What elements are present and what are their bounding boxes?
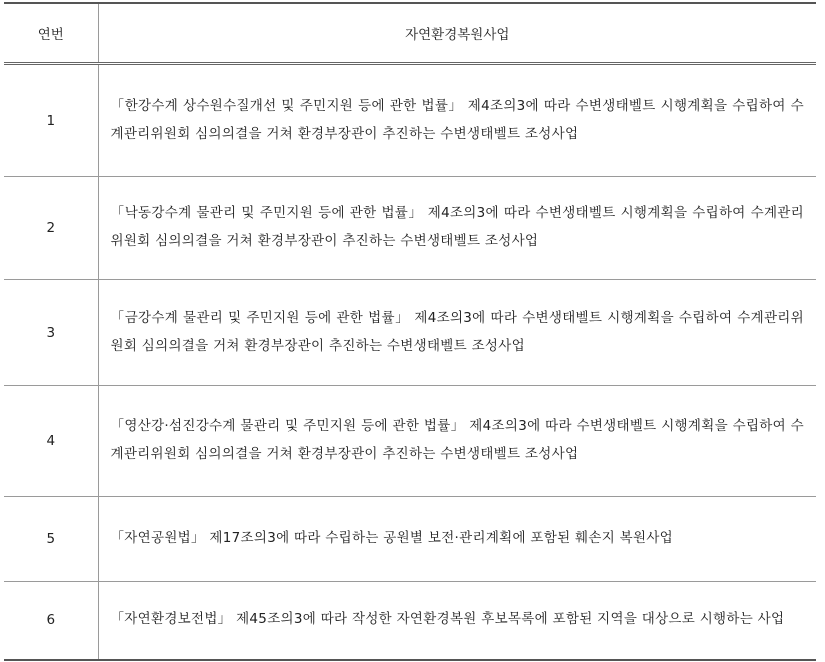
row-number: 4 xyxy=(4,386,98,497)
row-description: 「낙동강수계 물관리 및 주민지원 등에 관한 법률」 제4조의3에 따라 수변생태벨트 시행계획을 수립하여 수계관리위원회 심의의결을 거쳐 환경부장관이 추진하는 수변생태벨트 조성사업 xyxy=(98,177,816,280)
table-row xyxy=(4,582,816,660)
table-row xyxy=(4,64,816,177)
table-row xyxy=(4,177,816,280)
table-header-row xyxy=(4,3,816,64)
row-description: 「금강수계 물관리 및 주민지원 등에 관한 법률」 제4조의3에 따라 수변생태벨트 시행계획을 수립하여 수계관리위원회 심의의결을 거쳐 환경부장관이 추진하는 수변생태벨트 조성사업 xyxy=(98,280,816,386)
header-serial-number: 연번 xyxy=(4,3,98,64)
row-number: 5 xyxy=(4,497,98,582)
table-row xyxy=(4,386,816,497)
row-description: 「한강수계 상수원수질개선 및 주민지원 등에 관한 법률」 제4조의3에 따라 수변생태벨트 시행계획을 수립하여 수계관리위원회 심의의결을 거쳐 환경부장관이 추진하는 수변생태벨트 조성사업 xyxy=(98,64,816,177)
row-description: 「자연공원법」 제17조의3에 따라 수립하는 공원별 보전·관리계획에 포함된 훼손지 복원사업 xyxy=(98,497,816,582)
table-row xyxy=(4,280,816,386)
restoration-projects-table xyxy=(4,2,816,661)
row-number: 3 xyxy=(4,280,98,386)
row-number: 2 xyxy=(4,177,98,280)
table-row xyxy=(4,497,816,582)
header-project: 자연환경복원사업 xyxy=(98,3,816,64)
row-description: 「자연환경보전법」 제45조의3에 따라 작성한 자연환경복원 후보목록에 포함된 지역을 대상으로 시행하는 사업 xyxy=(98,582,816,660)
row-number: 6 xyxy=(4,582,98,660)
row-number: 1 xyxy=(4,64,98,177)
row-description: 「영산강·섬진강수계 물관리 및 주민지원 등에 관한 법률」 제4조의3에 따라 수변생태벨트 시행계획을 수립하여 수계관리위원회 심의의결을 거쳐 환경부장관이 추진하는 수변생태벨트 조성사업 xyxy=(98,386,816,497)
